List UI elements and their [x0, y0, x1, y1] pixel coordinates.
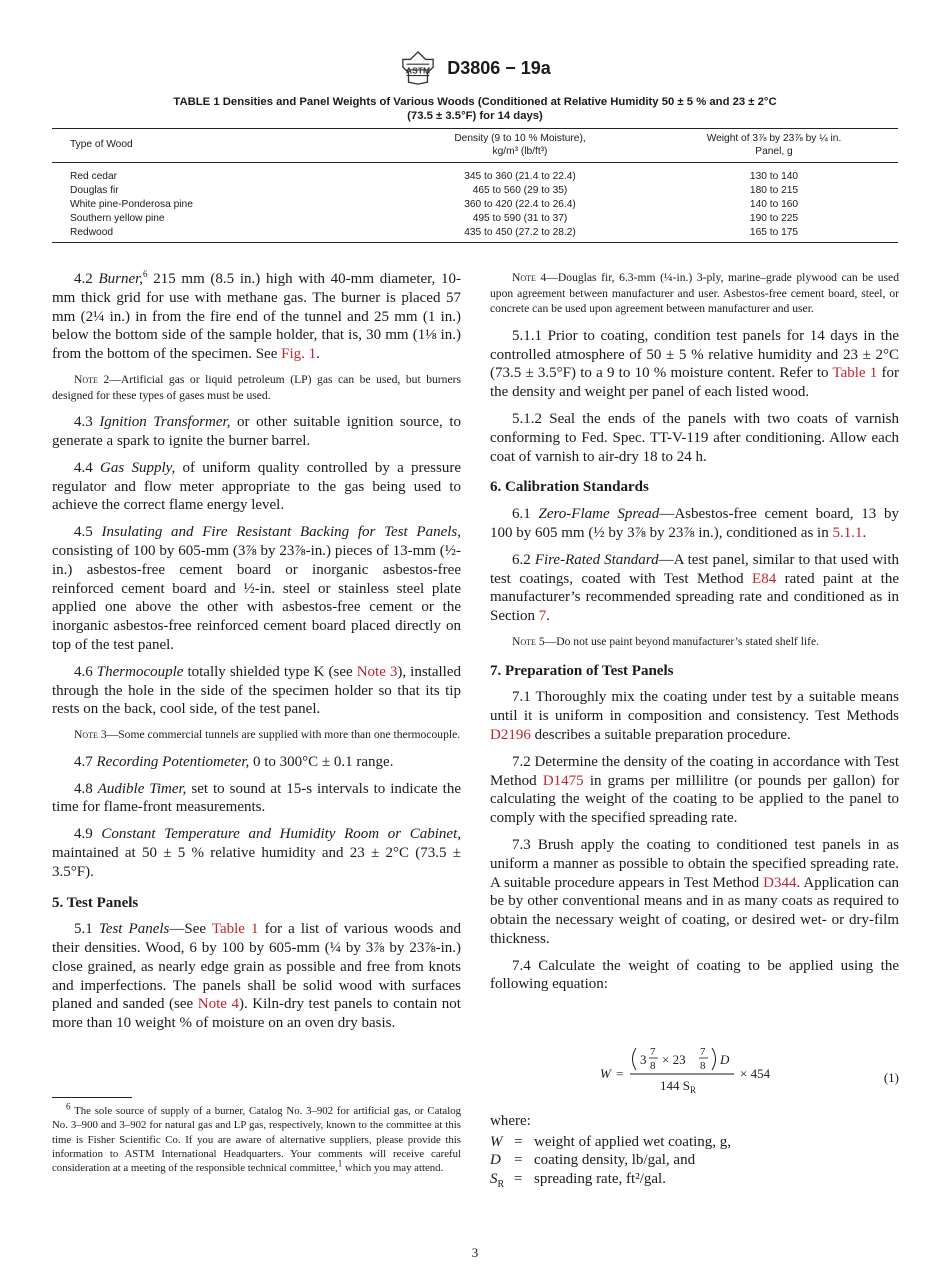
- paragraph-4-8: [52, 780, 461, 818]
- footnote-ref[interactable]: 6: [143, 269, 148, 279]
- footnote-marker: 6: [66, 1101, 71, 1112]
- note-2: [52, 372, 461, 403]
- paragraph-text: ). Kiln-dry test panels to contain not more than 10 weight % of moisture on an oven dry basis.: [52, 996, 461, 1032]
- cell-wood: White pine-Ponderosa pine: [70, 199, 193, 210]
- note-label: Note 4: [512, 271, 547, 284]
- paragraph-text: for a list of various woods and their densities. Wood, 6 by 100 by 605-mm (¼ by 3⅞ by 23⅞-in.) close grained, as nearly edge grain as possible and free from knots and imperfections. The panels shall be solid wood with surfaces planed and sanded (see: [52, 921, 462, 1013]
- cell-density: 435 to 450 (27.2 to 28.2): [464, 227, 576, 238]
- paragraph-text: in grams per millilitre (or pounds per gallon) for calculating the weight of the coating to be applied to the panel to comply with the specified spreading rate.: [490, 772, 899, 827]
- paragraph-text: 5.1.1 Prior to coating, condition test panels for 14 days in the controlled atmosphere of 50 ± 5 % relative humidity and 23 ± 2°C (73.5 ± 3.5°F) to a 9 to 10 % moisture content. Refer to: [490, 327, 899, 382]
- paragraph-4-9: [52, 825, 461, 881]
- note-3-link[interactable]: Note 3: [356, 663, 398, 680]
- paragraph-text: ), installed through the hole in the side of the specimen holder so that its tip rests on the back, cool side, of the test panel.: [52, 663, 461, 718]
- cell-weight: 130 to 140: [749, 171, 799, 182]
- note-text: —Douglas fir, 6.3-mm (¼-in.) 3-ply, marine–grade plywood can be used upon agreement between manufacturer and user. Asbestos-free cement board, steel, or concrete can be used upon agreement between manufacturer and user.: [490, 271, 899, 316]
- equation-1: [490, 1042, 899, 1102]
- cell-wood: Red cedar: [70, 171, 118, 182]
- paragraph-text: or other suitable ignition source, to generate a spark to ignite the burner barrel.: [52, 414, 462, 449]
- paragraph-5-1-1: [490, 327, 899, 402]
- section-number: 4.7: [74, 753, 93, 770]
- eq-equals: =: [616, 1066, 624, 1081]
- note-label: Note 5: [512, 634, 545, 648]
- paragraph-text: 7.1 Thoroughly mix the coating under test by a suitable means until it is uniform in composition and consistency. Test Methods: [490, 689, 899, 725]
- paragraph-end: .: [316, 346, 320, 363]
- item-title: Ignition Transformer,: [99, 414, 231, 431]
- paragraph-4-2: [52, 270, 461, 364]
- paragraph-text: —See: [169, 921, 212, 938]
- eq-seven1: 7: [650, 1046, 656, 1058]
- table-caption-line2: (73.5 ± 3.5°F) for 14 days): [407, 110, 543, 122]
- item-title: Recording Potentiometer,: [96, 753, 250, 770]
- section-number: 4.8: [74, 780, 93, 797]
- footnote-text-end: which you may attend.: [342, 1162, 444, 1175]
- variable-row: W = weight of applied wet coating, g,: [490, 1133, 732, 1150]
- where-block: [490, 1112, 899, 1194]
- where-label: where:: [490, 1113, 531, 1129]
- paragraph-text: of uniform quality controlled by a pressure regulator and flow meter appropriate to the gas being used to achieve the correct flame energy level.: [52, 459, 461, 514]
- section-number: 6.1: [512, 506, 531, 523]
- cell-wood: Southern yellow pine: [70, 213, 165, 224]
- paragraph-text: consisting of 100 by 605-mm (3⅞ by 23⅞-in.) pieces of 13-mm (½-in.) asbestos-free cement board or inorganic asbestos-free reinforced cement board and ½-in. steel or stainless steel plate applied one above the other with asbestos-free cement or the inorganic asbestos-free reinforced cement board placed directly on top of the test panel.: [52, 542, 461, 653]
- paragraph-4-7: [52, 753, 461, 772]
- paragraph-text: maintained at 50 ± 5 % relative humidity and 23 ± 2°C (73.5 ± 3.5°F).: [52, 844, 461, 880]
- fig-1-link[interactable]: Fig. 1: [281, 346, 317, 363]
- svg-text:ASTM: ASTM: [406, 65, 431, 76]
- paragraph-6-1: [490, 505, 899, 543]
- paragraph-7-4: 7.4 Calculate the weight of coating to be applied using the following equation:: [490, 957, 899, 993]
- note-label: Note 3: [74, 728, 107, 742]
- paragraph-4-5: [52, 523, 461, 655]
- header-weight-line2: Panel, g: [755, 145, 793, 157]
- table-header-row: [52, 129, 898, 163]
- paragraph-text: 7.2 Determine the density of the coating in accordance with Test Method: [490, 753, 899, 789]
- section-6-heading: 6. Calibration Standards: [490, 479, 649, 496]
- section-number: 5.1: [74, 921, 93, 938]
- section-number: 4.3: [74, 414, 93, 431]
- paragraph-5-1-2: 5.1.2 Seal the ends of the panels with two coats of varnish conforming to Fed. Spec. TT-V-119 after conditioning. Allow each coat of varnish to air-dry 18 to 24 h.: [490, 410, 899, 465]
- table-caption-line1: TABLE 1 Densities and Panel Weights of Various Woods (Conditioned at Relative Humidity 50 ± 5 % and 23 ± 2°C: [173, 96, 777, 108]
- footnote-divider: [52, 1097, 132, 1098]
- paragraph-4-4: [52, 459, 461, 515]
- paragraph-7-1: [490, 688, 899, 744]
- paragraph-4-3: [52, 413, 461, 451]
- d2196-link[interactable]: D2196: [490, 726, 531, 743]
- table-row: [52, 198, 898, 212]
- astm-logo-icon: [399, 50, 437, 86]
- item-title: Audible Timer,: [97, 780, 187, 797]
- note-text: —Do not use paint beyond manufacturer’s stated shelf life.: [544, 634, 820, 648]
- item-title: Burner,: [98, 271, 144, 287]
- item-title: Zero-Flame Spread: [538, 506, 660, 523]
- paragraph-7-3: [490, 836, 899, 949]
- item-title: Fire-Rated Standard: [534, 551, 659, 568]
- note-4: [490, 270, 899, 317]
- paragraph-text: set to sound at 15-s intervals to indicate the time for flame-front measurements.: [52, 780, 461, 816]
- cell-weight: 165 to 175: [749, 227, 799, 238]
- page-header: [0, 50, 950, 86]
- section-number: 4.9: [74, 826, 93, 843]
- equation-svg: [600, 1042, 930, 1104]
- header-weight-line1: Weight of 3⅞ by 23⅞ by ¼ in.: [706, 133, 842, 144]
- section-7-heading: 7. Preparation of Test Panels: [490, 662, 674, 679]
- paragraph-7-2: [490, 753, 899, 828]
- paragraph-text: for the density and weight per panel of each listed wood.: [490, 365, 900, 401]
- eq-eight1: 8: [650, 1060, 656, 1072]
- item-title: Thermocouple: [96, 663, 184, 680]
- section-number: 4.6: [74, 663, 93, 680]
- paragraph-text: 215 mm (8.5 in.) high with 40-mm diameter, 10-mm thick grid for use with methane gas. The burner is placed 57 mm (2¼ in.) in from the fire end of the tunnel and 25 mm (1 in.) below the bottom side of the sample holder, that is, 30 mm (1⅛ in.) from the bottom of the specimen. See: [52, 271, 461, 363]
- right-column: [490, 270, 899, 1002]
- header-density: [390, 129, 650, 163]
- paragraph-text: 0 to 300°C ± 0.1 range.: [249, 753, 394, 770]
- table-1-link[interactable]: Table 1: [832, 365, 878, 382]
- eq-times23: × 23: [662, 1052, 686, 1067]
- table-caption: [52, 95, 898, 123]
- section-number: 6.2: [512, 551, 531, 568]
- footnote-ref[interactable]: 1: [337, 1158, 343, 1169]
- paragraph-text: —Asbestos-free cement board, 13 by 100 by 605 mm (½ by 3⅞ by 23⅞ in.), conditioned as in: [490, 506, 900, 541]
- variable-row: $S_R$ = spreading rate, ft²/gal.: [490, 1170, 899, 1195]
- eq-denominator: 144 $S_R$: [660, 1078, 696, 1095]
- document-id: D3806 − 19a: [447, 57, 551, 78]
- var-symbol: $S_R$: [490, 1170, 505, 1190]
- cell-density: 465 to 560 (29 to 35): [472, 185, 568, 196]
- var-symbol: D: [490, 1152, 501, 1168]
- variable-list: [490, 1133, 899, 1195]
- section-5-heading: 5. Test Panels: [52, 894, 139, 911]
- eq-three: 3: [640, 1052, 647, 1067]
- note-text: —Some commercial tunnels are supplied with more than one thermocouple.: [106, 728, 461, 742]
- note-5: [490, 634, 899, 650]
- page-number: 3: [471, 1245, 479, 1260]
- e84-link[interactable]: E84: [752, 570, 777, 587]
- equation-number: (1): [883, 1070, 899, 1085]
- paragraph-5-1: [52, 920, 461, 1033]
- footnote-text: The sole source of supply of a burner, Catalog No. 3–902 for artificial gas, or Catalog No. 3–900 and 3–902 for natural gas and LP gas, respectively, known to the committee at this time is Fisher Scientific Co. If you are aware of alternative suppliers, please provide this information to ASTM International Headquarters. Your comments will receive careful consideration at a meeting of the responsible technical committee,: [52, 1105, 461, 1175]
- cell-weight: 190 to 225: [749, 213, 799, 224]
- var-desc: weight of applied wet coating, g,: [534, 1133, 732, 1150]
- eq-D: D: [720, 1052, 730, 1067]
- paragraph-text: . Application can be by other conventional means and in as many coats as required to obtain the necessary weight of coating, or desired wet- or dry-film thickness.: [490, 874, 899, 947]
- paragraph-text: totally shielded type K (see: [183, 663, 357, 680]
- table-row: [52, 226, 898, 243]
- item-title: Test Panels: [98, 921, 170, 938]
- woods-table: [52, 128, 898, 243]
- left-column: [52, 270, 461, 1041]
- eq-eight2: 8: [700, 1060, 706, 1072]
- section-5-1-1-link[interactable]: 5.1.1: [832, 524, 863, 541]
- paragraph-text: rated paint at the manufacturer’s recommended spreading rate and conditioned as in Section: [490, 570, 900, 625]
- paragraph-6-2: [490, 551, 899, 626]
- paragraph-text: 7.3 Brush apply the coating to conditioned test panels in as uniform a manner as possible to obtain the specified spreading rate. A suitable procedure appears in Test Method: [490, 836, 899, 891]
- item-title: Constant Temperature and Humidity Room or Cabinet,: [101, 826, 462, 843]
- paragraph-text: —A test panel, similar to that used with test coatings, coated with Test Method: [490, 551, 900, 587]
- section-number: 4.2: [74, 271, 93, 287]
- item-title: Gas Supply,: [100, 459, 176, 476]
- footnote-6: [52, 1101, 461, 1175]
- note-4-link[interactable]: Note 4: [197, 996, 239, 1013]
- var-desc: spreading rate, ft²/gal.: [534, 1170, 666, 1187]
- variable-row: D = coating density, lb/gal, and: [490, 1152, 696, 1168]
- paragraph-4-6: [52, 663, 461, 719]
- eq-times454: × 454: [740, 1066, 771, 1081]
- note-label: Note 2: [74, 372, 110, 386]
- header-density-line2: kg/m³ (lb/ft³): [492, 145, 548, 157]
- d344-link[interactable]: D344: [763, 874, 797, 891]
- header-type-of-wood: Type of Wood: [70, 139, 133, 151]
- table-row: [52, 184, 898, 198]
- table-row: [52, 163, 898, 185]
- section-number: 4.5: [74, 524, 93, 541]
- cell-wood: Douglas fir: [70, 185, 119, 196]
- header-weight: [650, 129, 898, 163]
- cell-density: 360 to 420 (22.4 to 26.4): [464, 199, 576, 210]
- paragraph-end: .: [546, 608, 550, 625]
- d1475-link[interactable]: D1475: [542, 772, 584, 789]
- header-density-line1: Density (9 to 10 % Moisture),: [454, 133, 586, 144]
- note-text: —Artificial gas or liquid petroleum (LP) gas can be used, but burners designed for these types of gases must be used.: [52, 372, 461, 402]
- paragraph-text: describes a suitable preparation procedure.: [530, 726, 791, 743]
- eq-seven2: 7: [700, 1046, 706, 1058]
- item-title: Insulating and Fire Resistant Backing for Test Panels,: [101, 524, 461, 541]
- cell-density: 345 to 360 (21.4 to 22.4): [464, 171, 576, 182]
- paragraph-end: .: [862, 524, 867, 541]
- cell-weight: 140 to 160: [749, 199, 799, 210]
- table-1-link[interactable]: Table 1: [211, 921, 259, 938]
- section-number: 4.4: [74, 459, 93, 476]
- cell-weight: 180 to 215: [749, 185, 799, 196]
- var-symbol: W: [490, 1133, 503, 1150]
- eq-W: W: [600, 1066, 611, 1081]
- cell-wood: Redwood: [70, 227, 114, 238]
- var-desc: coating density, lb/gal, and: [534, 1152, 696, 1168]
- table-row: [52, 212, 898, 226]
- note-3: [52, 727, 461, 743]
- section-7-link[interactable]: 7: [538, 608, 547, 625]
- cell-density: 495 to 590 (31 to 37): [472, 213, 568, 224]
